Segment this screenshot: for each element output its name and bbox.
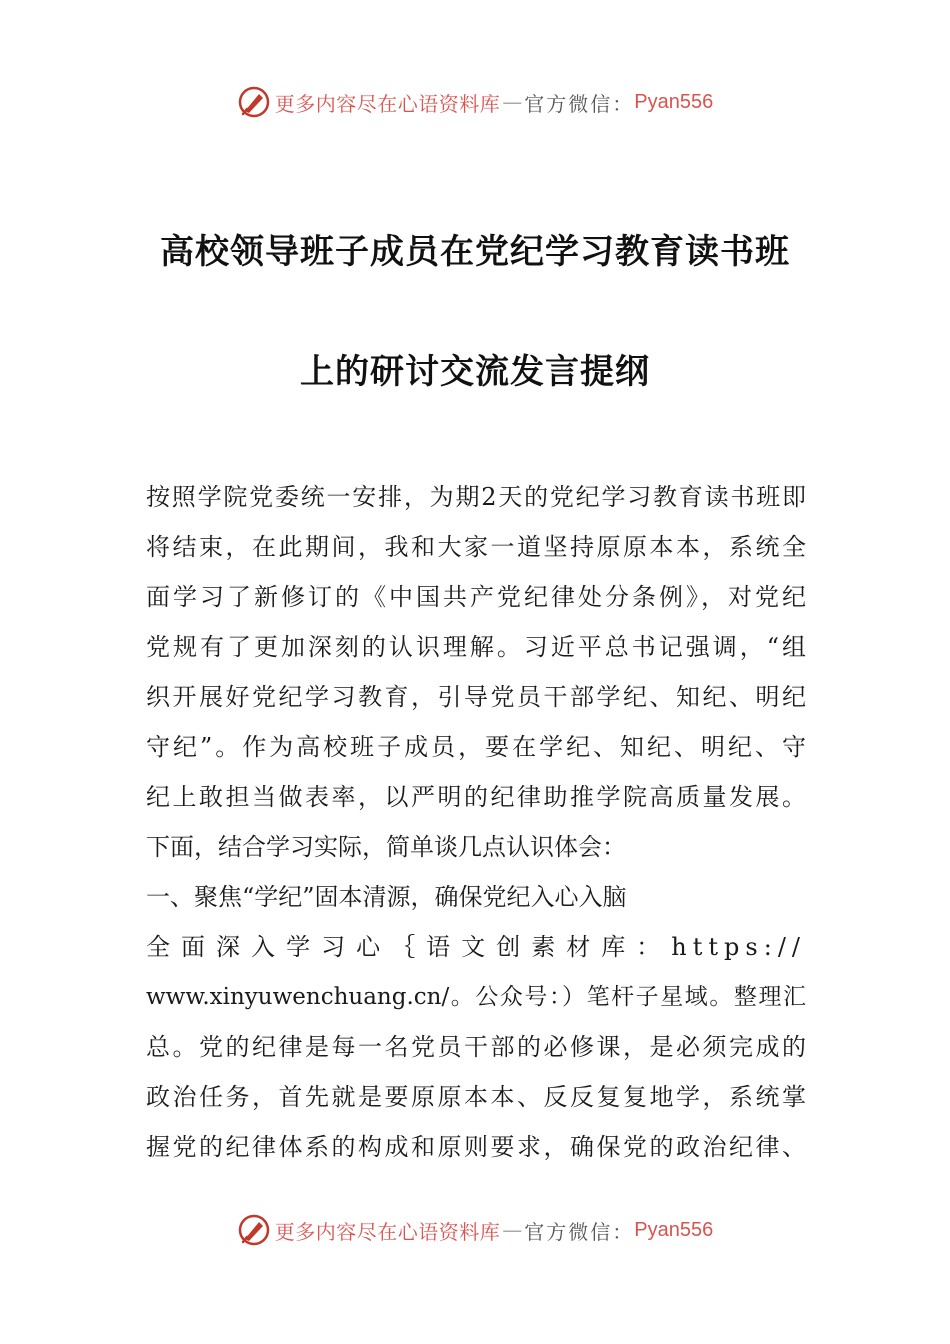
body-line: 下面，结合学习实际，简单谈几点认识体会： (146, 833, 626, 861)
banner-brand-text: 更多内容尽在心语资料库 (274, 1219, 501, 1244)
body-line-url: www.xinyuwenchuang.cn/。公众号：）笔杆子星域。整理汇 (146, 984, 806, 1010)
banner-official-label: 官方微信： (524, 1219, 635, 1244)
body-line: 守纪”。作为高校班子成员，要在学纪、知纪、明纪、守 (146, 733, 806, 761)
banner-dash: — (502, 90, 523, 114)
body-line: 总。党的纪律是每一名党员干部的必修课，是必须完成的 (146, 1033, 806, 1061)
body-line-source: 全面深入学习心｛语文创素材库：https:// (146, 933, 806, 961)
body-line: 将结束，在此期间，我和大家一道坚持原原本本，系统全 (146, 533, 806, 561)
header-banner (0, 80, 950, 124)
body-line: 党规有了更加深刻的认识理解。习近平总书记强调，“组 (146, 633, 806, 661)
page-title-line-1: 高校领导班子成员在党纪学习教育读书班 (160, 232, 790, 272)
pen-nib-circle-icon (237, 1213, 271, 1247)
banner-wechat-id: Pyan556 (634, 1218, 714, 1241)
banner-official-label: 官方微信： (524, 91, 635, 116)
page-title-line-2: 上的研讨交流发言提纲 (300, 352, 650, 392)
body-line: 织开展好党纪学习教育，引导党员干部学纪、知纪、明纪 (146, 683, 806, 711)
banner-brand-text: 更多内容尽在心语资料库 (274, 91, 501, 116)
body-line: 按照学院党委统一安排，为期2天的党纪学习教育读书班即 (146, 483, 806, 511)
body-line: 面学习了新修订的《中国共产党纪律处分条例》，对党纪 (146, 583, 806, 611)
footer-banner (0, 1208, 950, 1252)
section-heading: 一、聚焦“学纪”固本清源，确保党纪入心入脑 (146, 883, 627, 911)
banner-dash: — (502, 1218, 523, 1242)
pen-nib-circle-icon (237, 85, 271, 119)
body-line: 纪上敢担当做表率，以严明的纪律助推学院高质量发展。 (146, 783, 806, 811)
body-line: 政治任务，首先就是要原原本本、反反复复地学，系统掌 (146, 1083, 806, 1111)
body-line: 握党的纪律体系的构成和原则要求，确保党的政治纪律、 (146, 1133, 806, 1161)
banner-wechat-id: Pyan556 (634, 90, 714, 113)
